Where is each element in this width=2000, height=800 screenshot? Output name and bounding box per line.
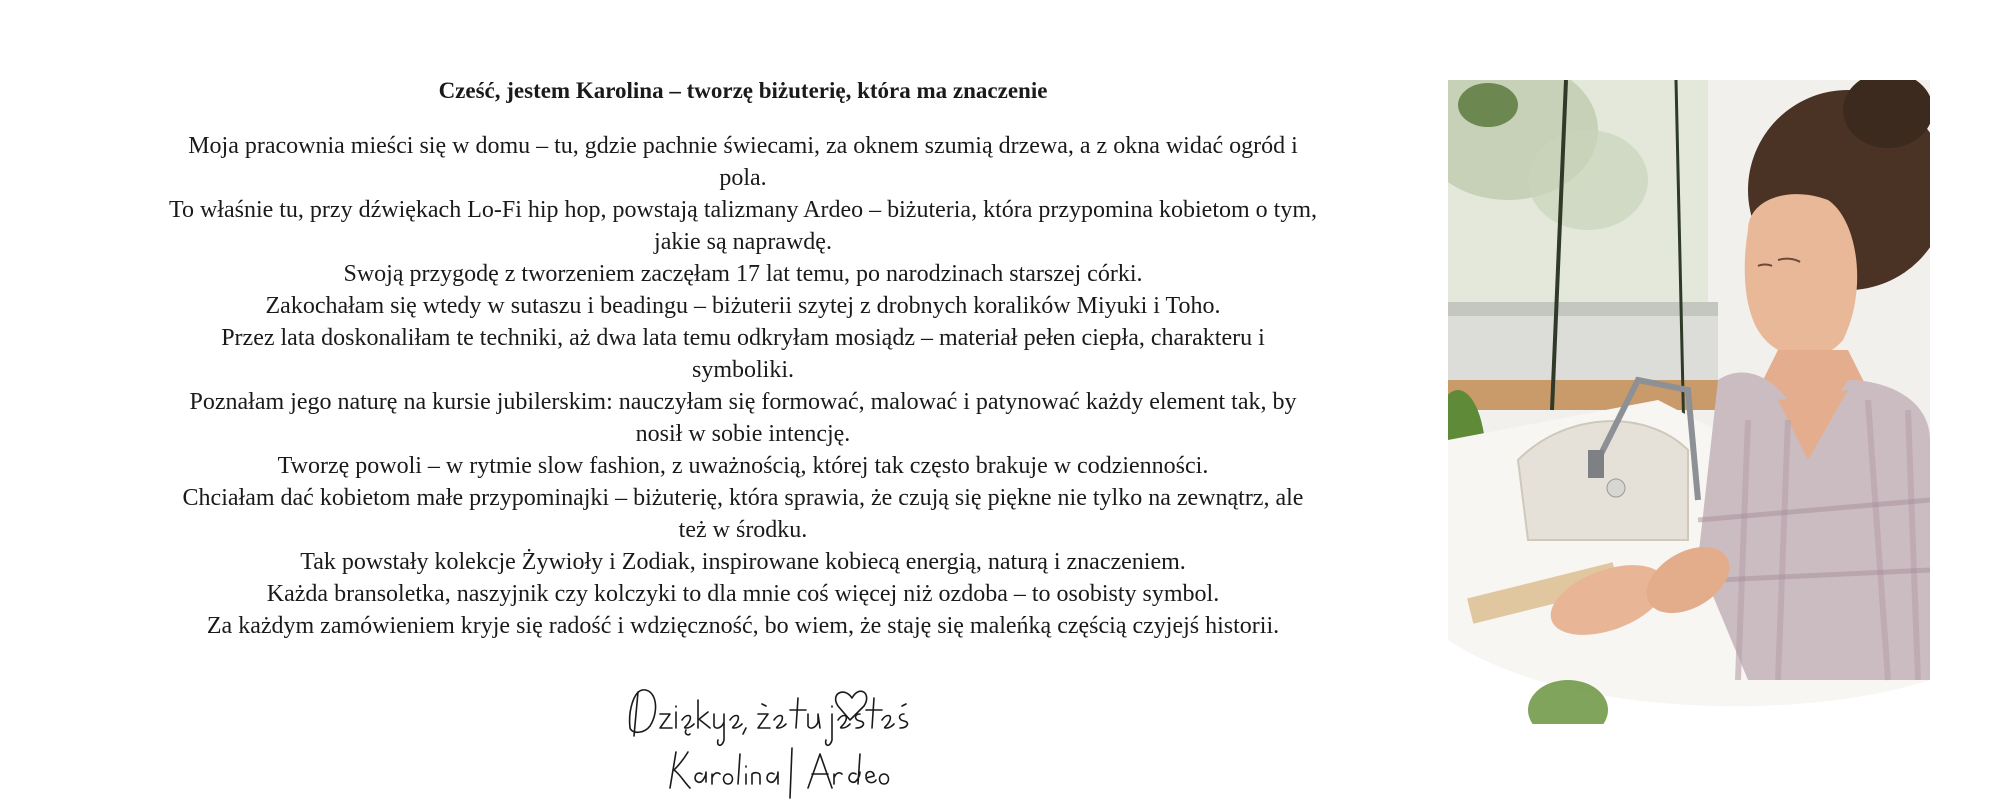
paragraph-line: Przez lata doskonaliłam te techniki, aż dwa lata temu odkryłam mosiądz – materiał pełen ciepła, charakteru i — [221, 325, 1265, 351]
paragraph-line: Chciałam dać kobietom małe przypominajki – biżuterię, która sprawia, że czują się piękne nie tylko na zewnątrz, ale — [182, 485, 1304, 511]
about-section — [78, 74, 1408, 642]
paragraph-line: Za każdym zamówieniem kryje się radość i wdzięczność, bo wiem, że staję się maleńką częścią czyjejś historii. — [206, 613, 1280, 639]
paragraph-line: Swoją przygodę z tworzeniem zaczęłam 17 lat temu, po narodzinach starszej córki. — [343, 261, 1143, 287]
handwritten-signature — [620, 670, 920, 800]
paragraph-line: Tworzę powoli – w rytmie slow fashion, z uważnością, której tak często brakuje w codzienności. — [277, 453, 1209, 479]
about-paragraph — [78, 130, 1408, 642]
signature-line-thanks — [630, 690, 908, 745]
signature-line-name — [670, 748, 889, 798]
paragraph-line: symboliki. — [691, 357, 794, 383]
paragraph-line: pola. — [719, 165, 767, 191]
paragraph-line: nosił w sobie intencję. — [635, 421, 851, 447]
paragraph-line: To właśnie tu, przy dźwiękach Lo-Fi hip hop, powstają talizmany Ardeo – biżuteria, która przypomina kobietom o tym, — [168, 197, 1318, 223]
paragraph-line: Tak powstały kolekcje Żywioły i Zodiak, inspirowane kobiecą energią, naturą i znaczeniem. — [300, 549, 1186, 575]
paragraph-line: też w środku. — [678, 517, 808, 543]
heart-outline-icon — [836, 691, 867, 720]
paragraph-line: Zakochałam się wtedy w sutaszu i beadingu – biżuterii szytej z drobnych koralików Miyuki i Toho. — [265, 293, 1221, 319]
paragraph-line: Poznałam jego naturę na kursie jubilerskim: nauczyłam się formować, malować i patynować każdy element tak, by — [189, 389, 1297, 415]
paragraph-line: jakie są naprawdę. — [654, 229, 832, 255]
woman-crafting-jewelry-photo — [1448, 80, 1930, 724]
paragraph-line: Moja pracownia mieści się w domu – tu, gdzie pachnie świecami, za oknem szumią drzewa, a z okna widać ogród i — [188, 133, 1298, 159]
about-heading: Cześć, jestem Karolina – tworzę biżuterię, która ma znaczenie — [438, 78, 1048, 103]
paragraph-line: Każda bransoletka, naszyjnik czy kolczyki to dla mnie coś więcej niż ozdoba – to osobisty symbol. — [266, 581, 1220, 607]
